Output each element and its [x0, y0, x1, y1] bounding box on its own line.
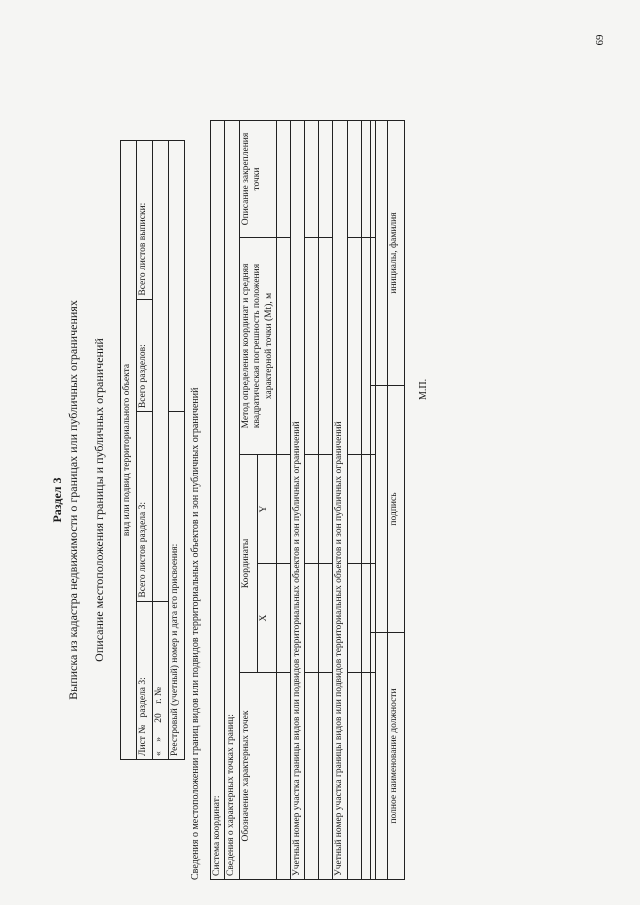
total-sections: Всего разделов:: [137, 299, 153, 411]
name-label: инициалы, фамилия: [388, 121, 405, 386]
section3-label: раздела 3:: [138, 677, 148, 718]
registry-label: Реестровый (учетный) номер и дата его присвоения:: [169, 412, 185, 760]
boundary-row-label-2: Учетный номер участка границы видов или подвидов территориальных объектов и зон публичных ограничений: [333, 121, 347, 880]
table-row: [305, 121, 319, 880]
description-title: Описание местоположения границы и публичных ограничений: [92, 338, 106, 662]
col-x-header: X: [258, 564, 277, 673]
table-row: [347, 121, 361, 880]
col-fixing-header: Описание закрепления точки: [239, 121, 276, 238]
year-suffix: г. №: [154, 687, 164, 704]
boundary-row-label-1: Учетный номер участка границы видов или подвидов территориальных объектов и зон публичных ограничений: [290, 121, 304, 880]
registry-value: [169, 141, 185, 412]
signature-label: подпись: [388, 386, 405, 633]
total-sheets-section3: Всего листов раздела 3:: [137, 412, 153, 602]
year-prefix: 20: [154, 713, 164, 723]
sheet-label: Лист №: [138, 724, 148, 756]
points-info-label: Сведения о характерных точках границ:: [225, 121, 239, 880]
col-point-header: Обозначение характерных точек: [239, 673, 276, 880]
signature-table: [370, 120, 405, 880]
name-field: [371, 121, 388, 386]
total-sheets-extract: Всего листов выписки:: [137, 141, 153, 300]
table-row: [319, 121, 333, 880]
sheet-info-table: [120, 140, 185, 760]
page-number: 69: [594, 34, 606, 46]
col-coords-header: Координаты: [239, 455, 258, 673]
table-row: [276, 121, 290, 880]
col-method-header: Метод определения координат и средняя квадратическая погрешность положения характерной точки (Mt), м: [239, 238, 276, 455]
object-type-label: вид или подвид территориального объекта: [121, 141, 137, 760]
date-quote-open: «: [154, 751, 164, 756]
position-field: [371, 633, 388, 880]
col-y-header: Y: [258, 455, 277, 564]
blank-cell: [153, 141, 169, 602]
stamp-label: М.П.: [418, 378, 429, 400]
signature-field: [371, 386, 388, 633]
sheet-number-cell: [137, 601, 153, 759]
coordinates-table: [210, 120, 376, 880]
section-heading: Сведения о местоположении границ видов или подвидов территориальных объектов и зон публичных ограничений: [190, 387, 201, 880]
extract-title: Выписка из кадастра недвижимости о границах или публичных ограничениях: [66, 300, 80, 700]
coordinate-system-label: Система координат:: [211, 121, 225, 880]
date-cell: [153, 601, 169, 759]
section-title: Раздел 3: [50, 477, 64, 523]
date-quote-close: »: [154, 737, 164, 742]
rotated-page-content: [40, 120, 560, 880]
position-label: полное наименование должности: [388, 633, 405, 880]
